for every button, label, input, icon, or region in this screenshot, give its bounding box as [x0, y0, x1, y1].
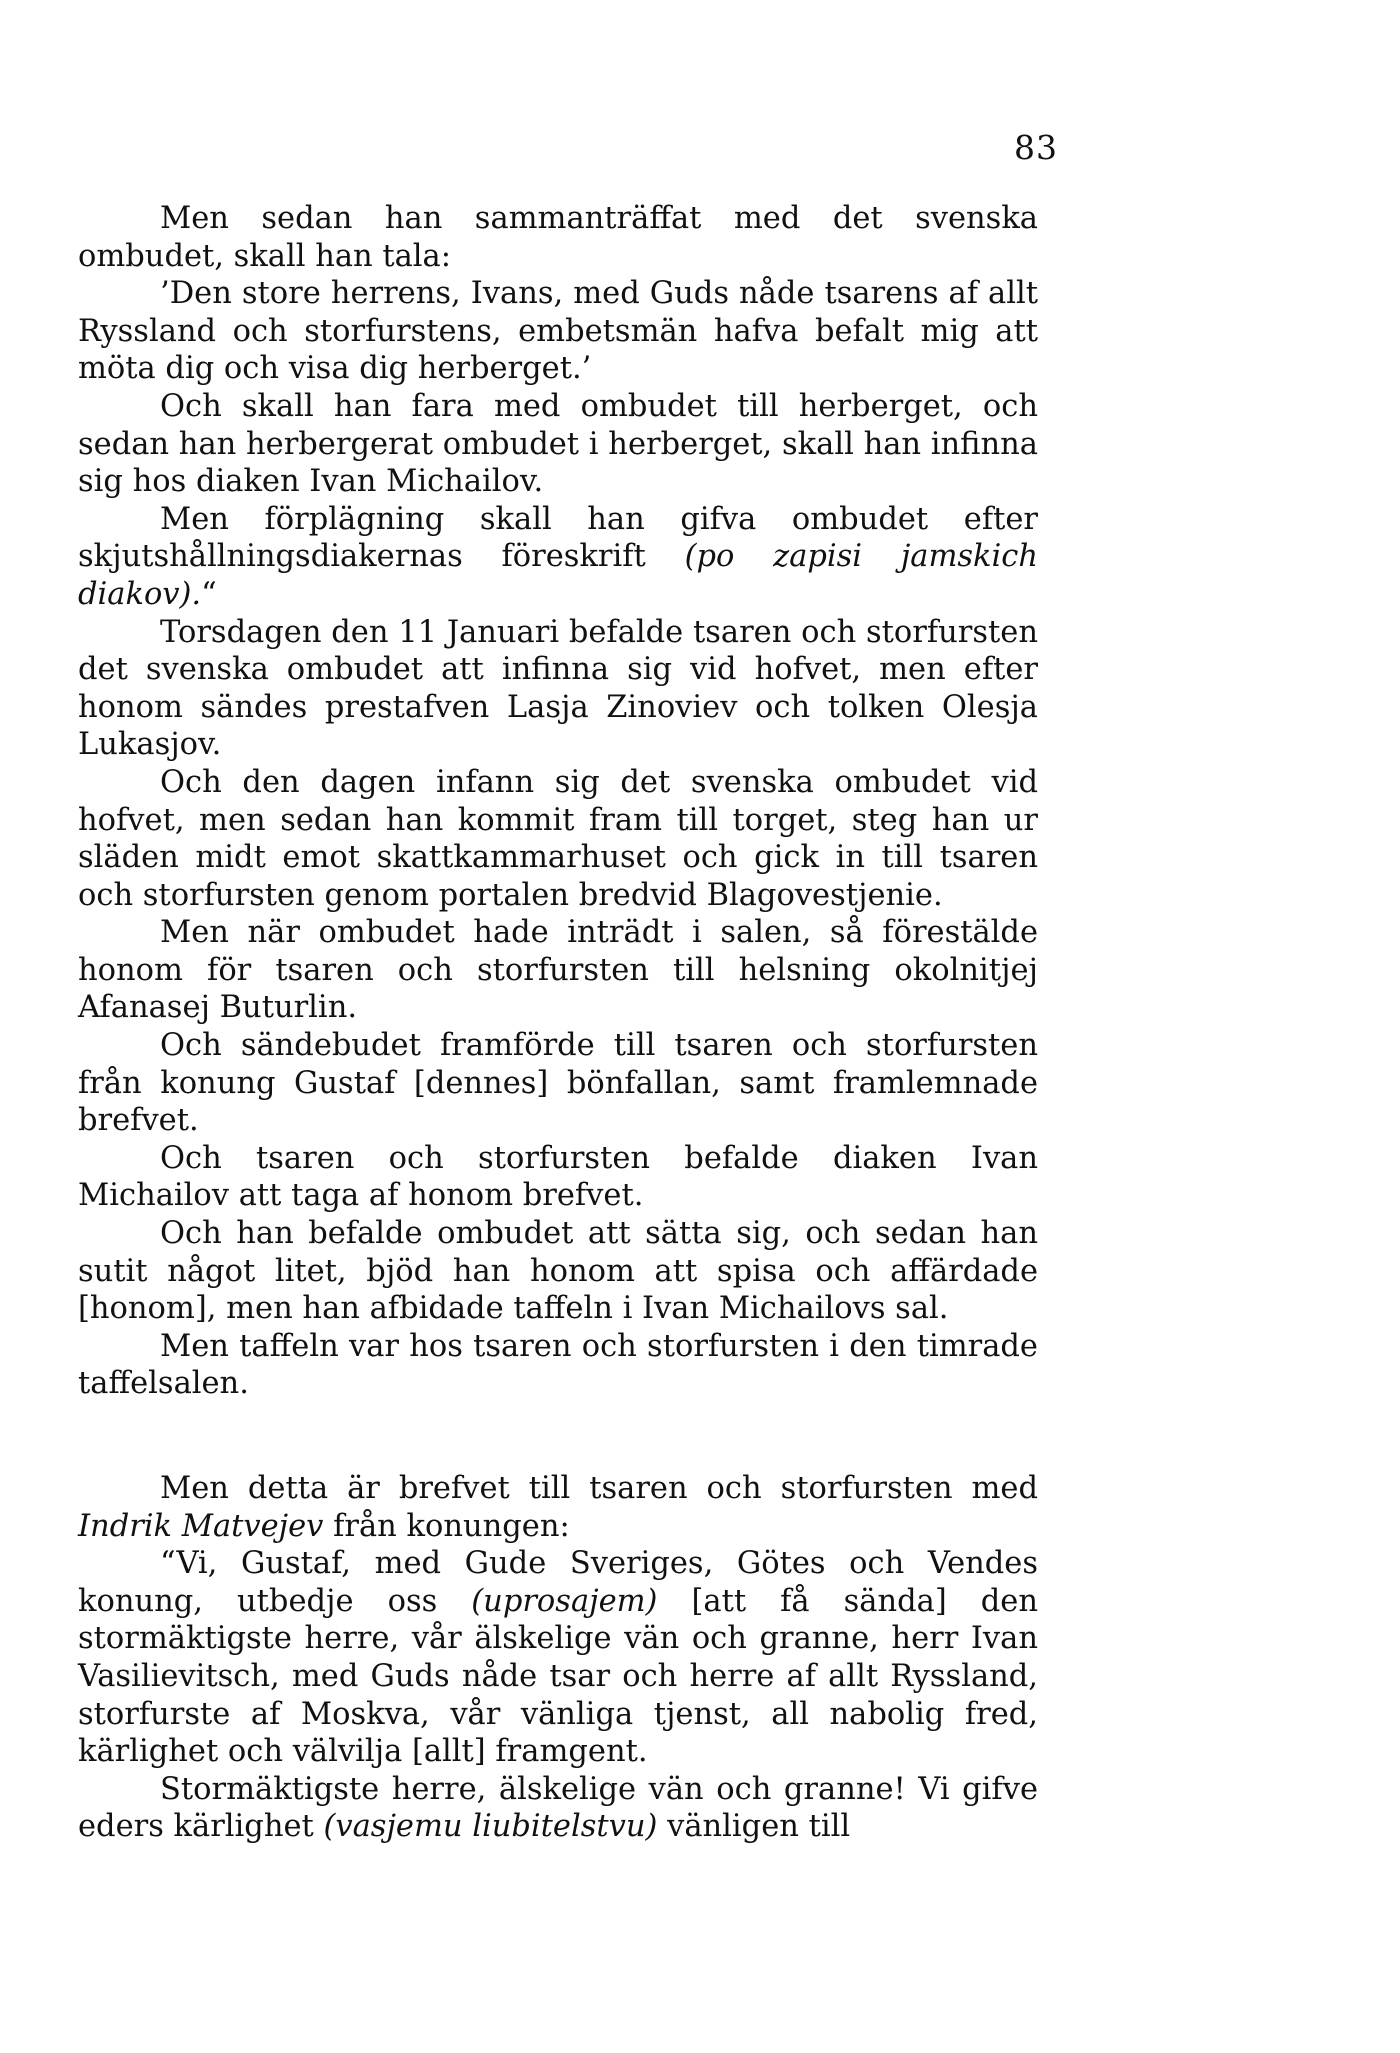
text-section-letter-report [78, 200, 1038, 1403]
paragraph [78, 1470, 1038, 1545]
closing-quote: “ [201, 576, 217, 612]
paragraph: Och skall han fara med ombudet till herberget, och sedan han herbergerat ombudet i herberget, skall han infinna sig hos diaken Ivan Michailov. [78, 388, 1038, 500]
italic-term: (po zapisi jamskich diakov). [78, 539, 1039, 612]
paragraph: Och tsaren och storfursten befalde diaken Ivan Michailov att taga af honom brefvet. [78, 1140, 1038, 1214]
paragraph: Men när ombudet hade inträdt i salen, så förestälde honom för tsaren och storfursten till helsning okolnitjej Afanasej Buturlin. [78, 915, 1038, 1026]
paragraph-text: Men förplägning skall han gifva ombudet efter skjutshållningsdiakernas föreskrift [78, 501, 1038, 575]
italic-term: (vasjemu liubitelstvu) [323, 1809, 658, 1845]
paragraph: ’Den store herrens, Ivans, med Guds nåde tsarens af allt Ryssland och storfurstens, embetsmän hafva befalt mig att möta dig och visa dig herberget.’ [78, 276, 1038, 387]
paragraph: Och han befalde ombudet att sätta sig, och sedan han sutit något litet, bjöd han honom att spisa och affärdade [honom], men han afbidade taffeln i Ivan Michailovs sal. [78, 1216, 1038, 1327]
paragraph-text: [att få sända] den stormäktigste herre, vår älskelige vän och granne, herr Ivan Vasilievitsch, med Guds nåde tsar och herre af allt Ryssland, storfurste af Moskva, vår vänliga tjenst, all nabolig fred, kärlighet och välvilja [allt] framgent. [78, 1583, 1038, 1770]
paragraph-text: Stormäktigste herre, älskelige vän och granne! Vi gifve eders kärlighet [78, 1771, 1038, 1845]
paragraph-text: “Vi, Gustaf, med Gude Sveriges, Götes och Vendes konung, utbedje oss [78, 1546, 1038, 1619]
italic-term: (uprosajem) [471, 1583, 658, 1619]
paragraph: Och sändebudet framförde till tsaren och storfursten från konung Gustaf [dennes] bönfallan, samt framlemnade brefvet. [78, 1028, 1038, 1139]
paragraph: Men taffeln var hos tsaren och storfursten i den timrade taffelsalen. [78, 1328, 1038, 1402]
paragraph [78, 1545, 1038, 1771]
paragraph [78, 1771, 1038, 1846]
paragraph: Torsdagen den 11 Januari befalde tsaren och storfursten det svenska ombudet att infinna sig vid hofvet, men efter honom sändes prestafven Lasja Zinoviev och tolken Olesja Lukasjov. [78, 614, 1038, 763]
italic-name: Indrik Matvejev [78, 1508, 324, 1544]
page-number: 83 [1014, 128, 1058, 167]
text-section-letter [78, 1470, 1038, 1846]
paragraph-text: Men detta är brefvet till tsaren och storfursten med [160, 1471, 1038, 1506]
paragraph: Men sedan han sammanträffat med det svenska ombudet, skall han tala: [78, 201, 1038, 274]
paragraph-text: från konungen: [323, 1508, 570, 1544]
paragraph-text: vänligen till [657, 1809, 851, 1845]
paragraph: Och den dagen infann sig det svenska ombudet vid hofvet, men sedan han kommit fram till torget, steg han ur släden midt emot skattkammarhuset och gick in till tsaren och storfursten genom portalen bredvid Blagovestjenie. [78, 764, 1038, 913]
paragraph [78, 501, 1038, 614]
